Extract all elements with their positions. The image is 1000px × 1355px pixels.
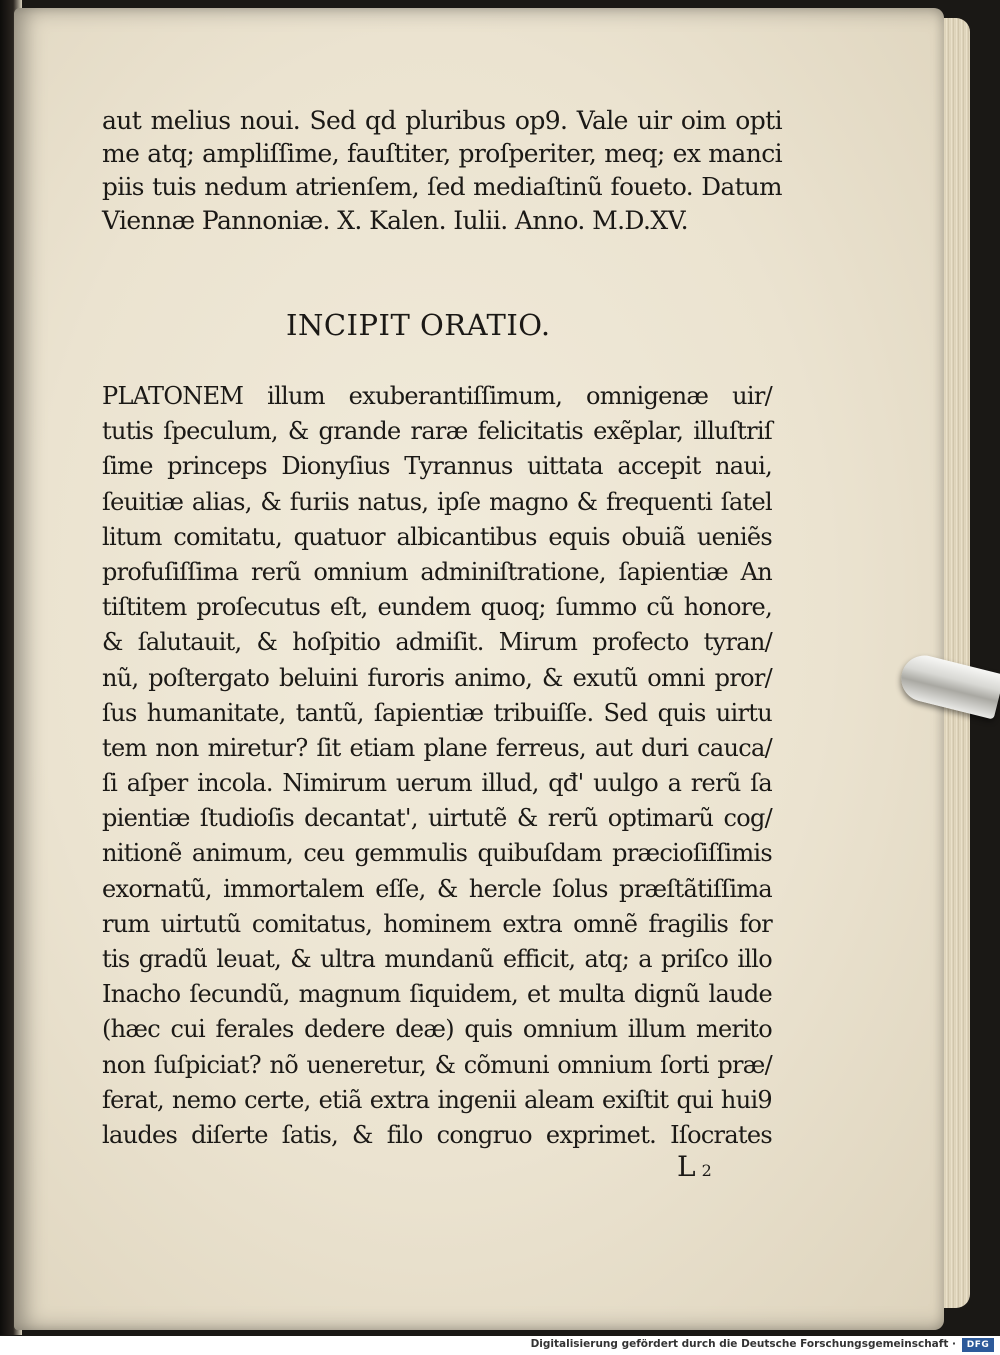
text-line: profuſiſſima rerũ omnium adminiſtratione, ſapientiæ An — [102, 557, 772, 586]
text-line: tis gradũ leuat, & ultra mundanũ efficit, atq; a priſco illo — [102, 945, 772, 973]
signature-mark — [677, 1150, 712, 1183]
text-line: ferat, nemo certe, etiã extra ingenii aleam exiſtit qui hui9 — [102, 1085, 772, 1114]
section-heading: INCIPIT ORATIO. — [286, 308, 551, 342]
oration-body — [102, 379, 772, 1153]
text-line: rum uirtutũ comitatus, hominem extra omnẽ fragilis for — [102, 909, 772, 938]
dfg-logo: DFG — [962, 1338, 994, 1352]
text-line: PLATONEM illum exuberantiſſimum, omnigenæ uir/ — [102, 382, 772, 410]
text-line: tutis ſpeculum, & grande raræ felicitatis exẽplar, illuſtriſ — [102, 417, 772, 446]
text-line: tiſtitem proſecutus eſt, eundem quoq; ſummo cũ honore, — [102, 593, 772, 622]
text-line: exornatũ, immortalem eſſe, & hercle ſolus præſtãtiſſima — [102, 874, 772, 903]
text-line: ſeuitiæ alias, & furiis natus, ipſe magno & frequenti ſatel — [102, 487, 772, 516]
text-line: (hæc cui ferales dedere deæ) quis omnium illum merito — [102, 1015, 772, 1044]
text-line: nũ, poſtergato beluini furoris animo, & exutũ omni pror/ — [102, 663, 772, 692]
text-line: laudes diſerte ſatis, & filo congruo exprimet. Iſocrates — [102, 1120, 772, 1149]
text-line: me atq; ampliſſime, fauſtiter, proſperiter, meq; ex manci — [102, 139, 782, 169]
text-line: Viennæ Pannoniæ. X. Kalen. Iulii. Anno. M.D.XV. — [102, 205, 688, 235]
book-page — [14, 8, 944, 1330]
text-line: ſus humanitate, tantũ, ſapientiæ tribuiſſe. Sed quis uirtu — [102, 698, 772, 727]
text-line: & ſalutauit, & hoſpitio admiſit. Mirum profecto tyran/ — [102, 628, 772, 657]
digitization-footer — [0, 1336, 1000, 1355]
funding-credit: Digitalisierung gefördert durch die Deutsche Forschungsgemeinschaft · — [530, 1338, 956, 1350]
text-line: aut melius noui. Sed qd pluribus op9. Vale uir oim opti — [102, 106, 782, 135]
text-line: litum comitatu, quatuor albicantibus equis obuiã ueniẽs — [102, 522, 772, 551]
text-line: nitionẽ animum, ceu gemmulis quibuſdam præcioſiſſimis — [102, 839, 772, 868]
text-line: ſime princeps Dionyſius Tyrannus uittata accepit naui, — [102, 452, 772, 481]
letter-closing-block — [102, 104, 782, 237]
text-line: tem non miretur? ſit etiam plane ferreus, aut duri cauca/ — [102, 733, 772, 762]
text-line: non ſuſpiciat? nõ ueneretur, & cõmuni omnium ſorti præ/ — [102, 1050, 772, 1079]
text-line: Inacho ſecundũ, magnum ſiquidem, et multa dignũ laude — [102, 980, 772, 1009]
text-line: piis tuis nedum atrienſem, ſed mediaſtinũ foueto. Datum — [102, 172, 782, 202]
signature-number: 2 — [701, 1161, 712, 1180]
text-line: pientiæ ſtudioſis decantat', uirtutẽ & rerũ optimarũ cog/ — [102, 804, 772, 833]
signature-letter: L — [677, 1150, 696, 1183]
text-line: ſi aſper incola. Nimirum uerum illud, qđ' uulgo a rerũ ſa — [102, 769, 772, 798]
